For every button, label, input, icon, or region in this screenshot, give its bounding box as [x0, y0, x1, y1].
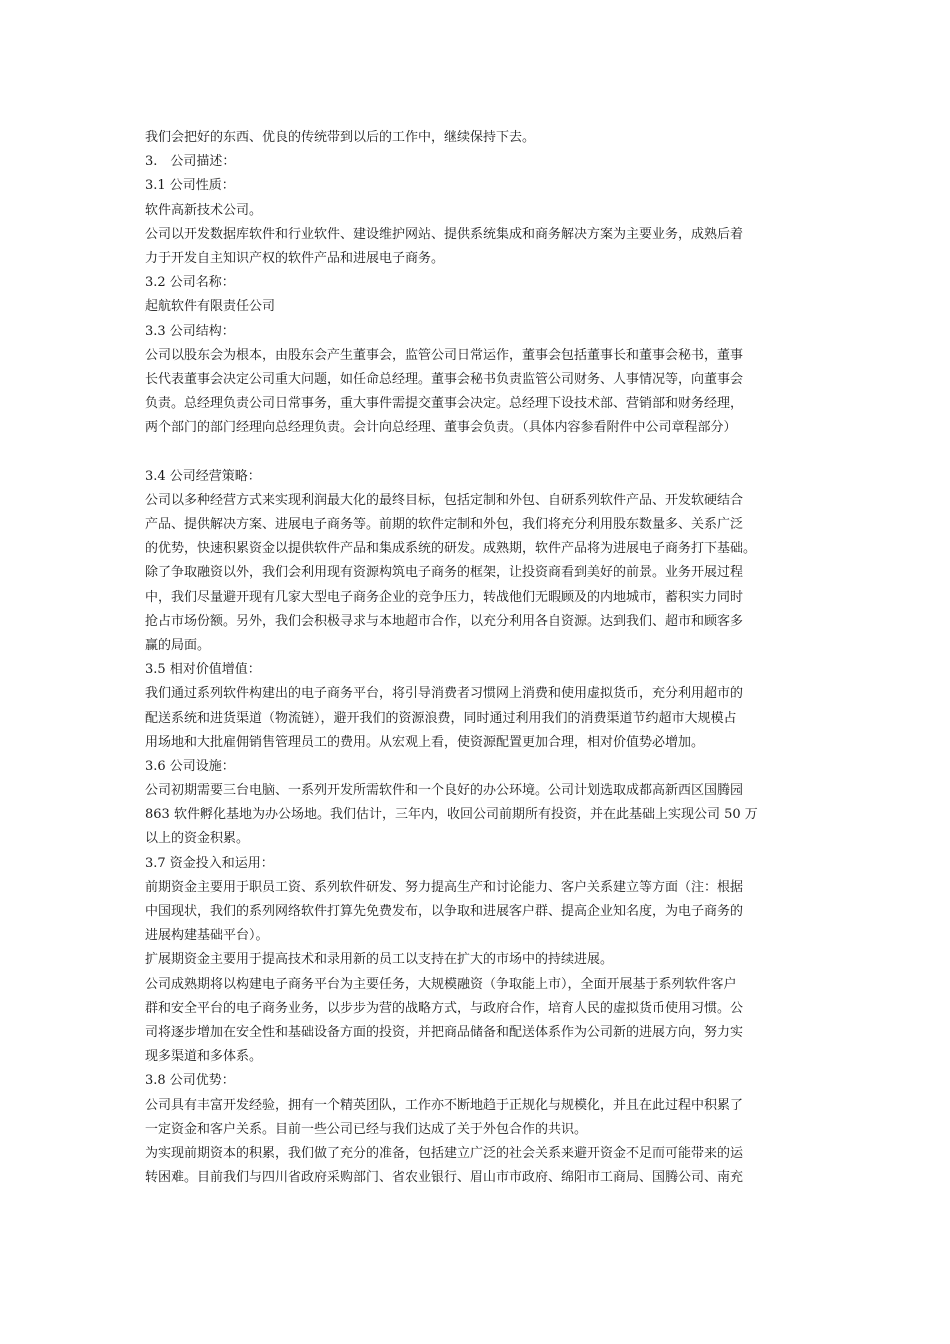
- paragraph-line: 中，我们尽量避开现有几家大型电子商务企业的竞争压力，转战他们无暇顾及的内地城市，蓄积实力同时: [145, 589, 744, 605]
- paragraph-line: 现多渠道和多体系。: [145, 1049, 263, 1065]
- paragraph-line: 前期资金主要用于职员工资、系列软件研发、努力提高生产和讨论能力、客户关系建立等方面（注：根据: [145, 879, 744, 895]
- paragraph-line: 群和安全平台的电子商务业务，以步步为营的战略方式，与政府合作，培育人民的虚拟货币使用习惯。公: [145, 1000, 744, 1016]
- subsection-heading: 3.7 资金投入和运用：: [145, 855, 274, 871]
- paragraph-line: 中国现状，我们的系列网络软件打算先免费发布，以争取和进展客户群、提高企业知名度，为电子商务的: [145, 904, 744, 919]
- paragraph-line: 公司以股东会为根本，由股东会产生董事会，监管公司日常运作，董事会包括董事长和董事会秘书，董事: [145, 347, 744, 363]
- subsection-heading: 3.2 公司名称：: [145, 275, 235, 291]
- subsection-heading: 3.4 公司经营策略：: [145, 468, 261, 484]
- paragraph-line: 一定资金和客户关系。目前一些公司已经与我们达成了关于外包合作的共识。: [145, 1121, 588, 1137]
- paragraph-line: 赢的局面。: [145, 637, 211, 653]
- document-page: [145, 126, 813, 1190]
- paragraph-line: 产品、提供解决方案、进展电子商务等。前期的软件定制和外包，我们将充分利用股东数量多、关系广泛: [145, 517, 744, 532]
- paragraph-line: 除了争取融资以外，我们会利用现有资源构筑电子商务的框架，让投资商看到美好的前景。业务开展过程: [145, 565, 744, 581]
- paragraph-line: 长代表董事会决定公司重大问题，如任命总经理。董事会秘书负责监管公司财务、人事情况等，向董事会: [145, 371, 744, 387]
- paragraph-line: 起航软件有限责任公司: [145, 299, 276, 315]
- paragraph-line: 我们会把好的东西、优良的传统带到以后的工作中，继续保持下去。: [145, 130, 536, 145]
- paragraph-line: 司将逐步增加在安全性和基础设备方面的投资，并把商品储备和配送体系作为公司新的进展方向，努力实: [145, 1024, 744, 1040]
- blank-line: [145, 440, 813, 464]
- paragraph-line: 软件高新技术公司。: [145, 202, 263, 218]
- paragraph-line: 公司以多种经营方式来实现利润最大化的最终目标，包括定制和外包、自研系列软件产品、开发软硬结合: [145, 492, 744, 508]
- paragraph-line: 转困难。目前我们与四川省政府采购部门、省农业银行、眉山市市政府、绵阳市工商局、国腾公司、南充: [145, 1170, 744, 1186]
- paragraph-line: 的优势，快速积累资金以提供软件产品和集成系统的研发。成熟期，软件产品将为进展电子商务打下基础。: [145, 541, 757, 557]
- paragraph-line: 公司成熟期将以构建电子商务平台为主要任务，大规模融资（争取能上市），全面开展基于系列软件客户: [145, 976, 737, 992]
- paragraph-line: 我们通过系列软件构建出的电子商务平台，将引导消费者习惯网上消费和使用虚拟货币，充分利用超市的: [145, 686, 744, 702]
- paragraph-line: 用场地和大批雇佣销售管理员工的费用。从宏观上看，使资源配置更加合理，相对价值势必增加。: [145, 734, 705, 750]
- subsection-heading: 3.5 相对价值增值：: [145, 662, 261, 678]
- paragraph-line: 扩展期资金主要用于提高技术和录用新的员工以支持在扩大的市场中的持续进展。: [145, 952, 614, 968]
- paragraph-line: 抢占市场份额。另外，我们会积极寻求与本地超市合作，以充分利用各自资源。达到我们、超市和顾客多: [145, 613, 744, 629]
- paragraph-line: 配送系统和进货渠道（物流链），避开我们的资源浪费，同时通过利用我们的消费渠道节约超市大规模占: [145, 710, 737, 726]
- paragraph-line: 进展构建基础平台）。: [145, 928, 269, 944]
- subsection-heading: 3.3 公司结构：: [145, 323, 235, 339]
- section-heading: 3. 公司描述：: [145, 154, 236, 170]
- paragraph-line: 公司具有丰富开发经验，拥有一个精英团队，工作亦不断地趋于正规化与规模化，并且在此过程中积累了: [145, 1097, 744, 1113]
- paragraph-line: 公司以开发数据库软件和行业软件、建设维护网站、提供系统集成和商务解决方案为主要业务，成熟后着: [145, 226, 744, 242]
- paragraph-line: 以上的资金积累。: [145, 831, 250, 847]
- paragraph-line: 负责。总经理负责公司日常事务，重大事件需提交董事会决定。总经理下设技术部、营销部和财务经理，: [145, 396, 744, 412]
- paragraph-line: 两个部门的部门经理向总经理负责。会计向总经理、董事会负责。（具体内容参看附件中公司章程部分）: [145, 420, 737, 436]
- subsection-heading: 3.6 公司设施：: [145, 758, 235, 774]
- paragraph-line: 力于开发自主知识产权的软件产品和进展电子商务。: [145, 250, 445, 266]
- paragraph-line: 公司初期需要三台电脑、一系列开发所需软件和一个良好的办公环境。公司计划选取成都高新西区国腾园: [145, 783, 744, 799]
- subsection-heading: 3.1 公司性质：: [145, 178, 235, 194]
- subsection-heading: 3.8 公司优势：: [145, 1073, 235, 1089]
- paragraph-line: 863 软件孵化基地为办公场地。我们估计，三年内，收回公司前期所有投资，并在此基础上实现公司 50 万: [145, 807, 758, 823]
- paragraph-line: 为实现前期资本的积累，我们做了充分的准备，包括建立广泛的社会关系来避开资金不足而可能带来的运: [145, 1145, 744, 1161]
